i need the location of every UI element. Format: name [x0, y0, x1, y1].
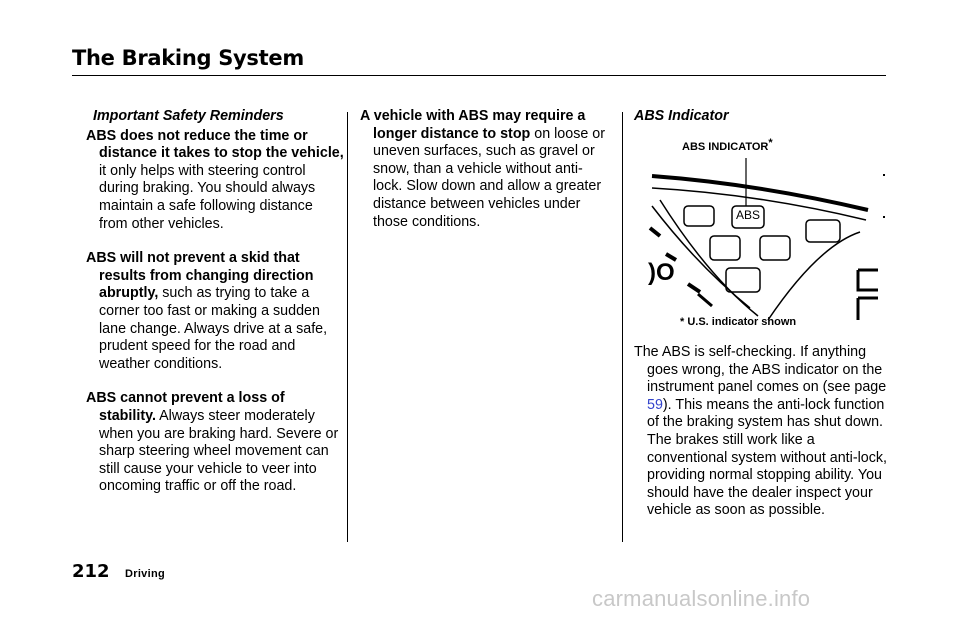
section-heading: ABS Indicator [634, 108, 729, 124]
paragraph-text: on loose or uneven surfaces, such as gravel or snow, than a vehicle without anti-lock. Slow down and allow a greater distance between vehicles under those conditions. [373, 125, 605, 230]
paragraph-text: ). This means the anti-lock function of the braking system has shut down. The brakes still work like a conventional system without anti-lock, providing normal stopping ability. You should have the dealer inspect your vehicle as soon as possible. [647, 396, 887, 519]
paragraph-lead: ABS will not prevent a skid that results from changing direction abruptly, [86, 250, 314, 302]
figure-caption: * U.S. indicator shown [680, 316, 797, 328]
paragraph-lead: ABS does not reduce the time or distance it takes to stop the vehicle, [86, 127, 344, 162]
section-heading: Important Safety Reminders [93, 108, 284, 124]
watermark: carmanualsonline.info [592, 586, 811, 611]
paragraph [86, 250, 344, 373]
paragraph-text: it only helps with steering control during braking. You should always maintain a safe following distance from other vehicles. [99, 162, 316, 232]
page-number: 212 [72, 561, 110, 582]
paragraph [360, 108, 612, 231]
footer-section: Driving [125, 568, 165, 580]
abs-indicator-text: ABS [735, 208, 760, 222]
paragraph [634, 344, 892, 520]
svg-text:)O: )O [648, 259, 675, 286]
paragraph [86, 390, 344, 496]
page-59-link[interactable]: 59 [647, 396, 663, 413]
paragraph-lead: A vehicle with ABS may require a longer distance to stop [360, 108, 586, 142]
page-title: The Braking System [72, 46, 304, 70]
instrument-panel-drawing [638, 136, 888, 336]
column-divider [622, 112, 623, 542]
paragraph [86, 128, 344, 234]
title-rule [72, 75, 886, 76]
paragraph-text: such as trying to take a corner too fast or making a sudden lane change. Always drive at a safe, prudent speed for the road and weather conditions. [99, 285, 328, 372]
paragraph-text: The ABS is self-checking. If anything goes wrong, the ABS indicator on the instrument panel comes on (see page [634, 344, 887, 396]
paragraph-lead: ABS cannot prevent a loss of stability. [86, 390, 285, 424]
figure-label: ABS INDICATOR* [682, 137, 773, 153]
right-column [634, 108, 890, 128]
column-divider [347, 112, 348, 542]
left-column [86, 108, 344, 513]
middle-column [360, 108, 612, 248]
paragraph-text: Always steer moderately when you are braking hard. Severe or sharp steering wheel movement can still cause your vehicle to veer into oncoming traffic or off the road. [99, 407, 339, 495]
right-column-body [634, 344, 892, 537]
abs-indicator-figure [638, 136, 888, 336]
